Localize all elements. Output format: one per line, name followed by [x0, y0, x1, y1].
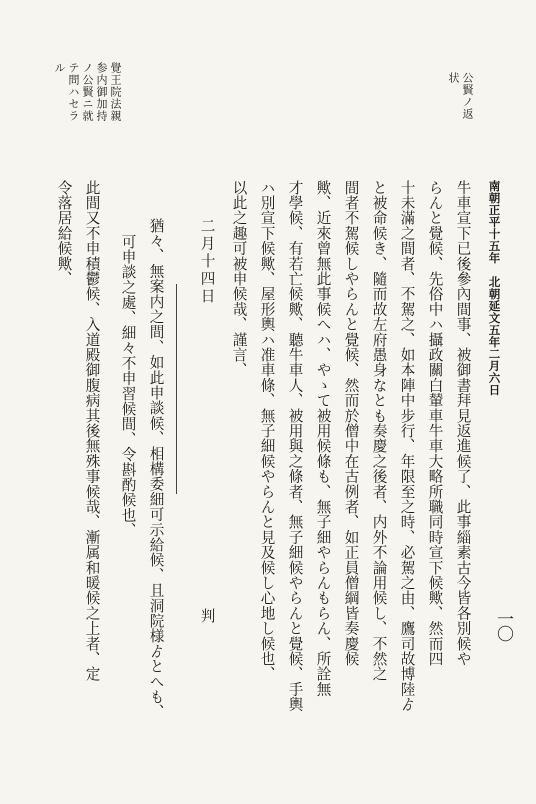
postscript-col-3: 此間又不申積鬱候、入道殿御腹病其後無殊事候哉、漸属和暖候之上者、定	[83, 180, 101, 682]
side-note-left-line-1: 覺王院法親	[109, 62, 122, 122]
page-number: 一〇	[493, 610, 513, 640]
main-text-col-7: 才學候、有若亡候歟、聽牛車人、被用與之條者、無子細候やらんと覺候、手輿	[286, 180, 304, 712]
main-text-col-2: らんと覺候、先俗中ハ攝政關白輦車牛車大略所職同時宣下候歟、然而四	[426, 180, 444, 667]
main-text-col-5: 間者不駕候しやらんと覺候、然而於僧中在古例者、如正員僧綱皆奏慶候	[342, 180, 360, 667]
main-text-col-3: 十未滿之間者、不駕之、如本陣中步行、年限至之時、必駕之由、鷹司故博陸ゟ	[398, 180, 416, 712]
signature-date: 二月十四日	[198, 218, 216, 306]
main-text-col-1: 牛車宣下已後參內間事、被御書拜見返進候了、此事緇素古今皆各別候や	[454, 180, 472, 667]
side-note-right-line-2: 状	[447, 72, 460, 84]
side-note-left-line-5: ル	[53, 62, 66, 74]
signature-mark: 判	[198, 608, 216, 624]
main-text-col-6: 歟、近來曾無此事候へハ、やゝて被用候條も、無子細やらんもらん、所詮無	[314, 180, 332, 697]
side-note-right-line-1: 公賢ノ返	[461, 72, 474, 120]
separator-line	[176, 284, 177, 494]
postscript-col-1: 猶々、無案内之間、如此申談候、相構委細可示給候、且洞院様ゟとへも、	[147, 218, 165, 720]
side-note-left-line-3: ノ公賢ニ就	[81, 62, 94, 122]
main-text-col-9: 以此之趣可被申候哉、謹言、	[230, 180, 248, 378]
side-note-left-line-4: テ問ハセラ	[67, 62, 80, 122]
main-text-col-4: と被命候き、隨而故左府愚身なとも奏慶之後者、内外不論用候し、不然之	[370, 180, 388, 682]
side-note-left-line-2: 参内御加持	[95, 62, 108, 122]
main-text-col-8: ハ別宣下候歟、屋形輿ハ准車條、無子細候やらんと見及候し心地し候也、	[258, 180, 276, 682]
date-header: 南朝正平十五年 北朝延文五年二月六日	[487, 180, 502, 396]
postscript-col-2: 可申談之處、細々不申習候間、令斟酌候也、	[119, 234, 137, 538]
postscript-col-4: 令落居給候歟、	[55, 180, 73, 287]
